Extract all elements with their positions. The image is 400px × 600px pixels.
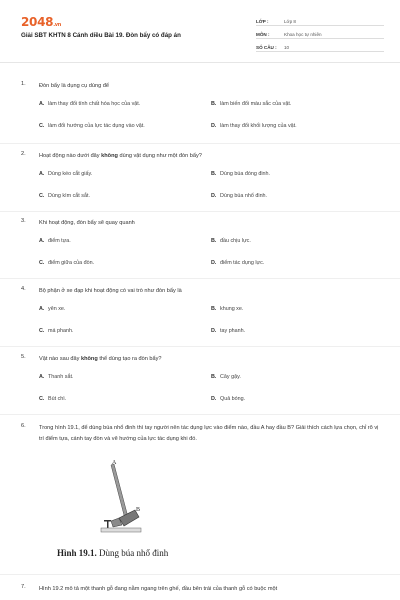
label-a: A [112, 460, 117, 466]
question-text: Vật nào sau đây không thể dùng tạo ra đòn bẩy? [39, 356, 162, 362]
option-d[interactable]: D. tay phanh. [211, 328, 246, 334]
question-divider [0, 346, 400, 347]
meta-class-row [256, 13, 384, 26]
question-number: 4. [21, 286, 26, 292]
option-c[interactable]: C. điểm giữa của đòn. [39, 260, 95, 266]
option-c[interactable]: C. Dùng kìm cắt sắt. [39, 193, 90, 199]
option-d[interactable]: D. Dùng búa nhổ đinh. [211, 193, 268, 199]
question-7 [21, 584, 381, 596]
question-divider [0, 414, 400, 415]
question-6 [21, 423, 381, 463]
option-d[interactable]: D. làm thay đổi khối lượng của vật. [211, 123, 297, 129]
label-b: B [136, 507, 141, 513]
question-4 [21, 286, 381, 346]
option-d[interactable]: D. Quả bóng. [211, 396, 246, 402]
meta-key: LỚP : [256, 19, 269, 24]
option-a[interactable]: A. điểm tựa. [39, 238, 71, 244]
option-b[interactable]: B. Cây gậy. [211, 374, 241, 380]
question-number: 3. [21, 218, 26, 224]
option-b[interactable]: B. khung xe. [211, 306, 244, 312]
document-title: Giải SBT KHTN 8 Cánh diều Bài 19. Đòn bẩy có đáp án [21, 32, 181, 39]
question-text: Trong hình 19.1, để dùng búa nhổ đinh thì tay người nên tác dụng lực vào điểm nào, đầu A hay đầu B? Giải thích cách lựa chọn, chỉ rõ vị trí điểm tựa, cánh tay đòn và vẽ hướng của lực tác dụng khi đó. [39, 425, 379, 442]
meta-value: Lớp 8 [284, 19, 296, 24]
page-header [0, 0, 400, 62]
question-text: Đòn bẩy là dụng cụ dùng để [39, 83, 109, 89]
meta-value: Khoa học tự nhiên [284, 32, 322, 37]
option-a[interactable]: A. làm thay đổi tính chất hóa học của vật. [39, 101, 141, 107]
question-divider [0, 143, 400, 144]
question-text: Hoạt động nào dưới đây không dùng vật dụng như một đòn bẩy? [39, 153, 202, 159]
meta-key: SỐ CÂU : [256, 45, 277, 50]
site-logo[interactable]: 2048.vn [21, 15, 62, 29]
figure-caption: Hình 19.1. Dùng búa nhổ đinh [57, 548, 169, 558]
meta-subject-row [256, 26, 384, 39]
question-2 [21, 151, 381, 211]
option-b[interactable]: B. Dùng búa đóng đinh. [211, 171, 271, 177]
meta-key: MÔN : [256, 32, 270, 37]
meta-count-row [256, 39, 384, 52]
question-text: Khi hoạt động, đòn bẩy sẽ quay quanh [39, 220, 135, 226]
question-number: 5. [21, 354, 26, 360]
question-divider [0, 278, 400, 279]
hammer-figure [93, 455, 153, 535]
question-5 [21, 354, 381, 414]
option-b[interactable]: B. đầu chịu lực. [211, 238, 251, 244]
option-c[interactable]: C. Bút chì. [39, 396, 67, 402]
meta-value: 10 [284, 45, 290, 50]
question-1 [21, 81, 381, 141]
option-b[interactable]: B. làm biến đổi màu sắc của vật. [211, 101, 292, 107]
question-number: 7. [21, 584, 26, 590]
question-divider [0, 574, 400, 575]
question-text: Bộ phận ở xe đạp khi hoạt động có vai trò như đòn bẩy là [39, 288, 182, 294]
question-number: 2. [21, 151, 26, 157]
document-meta [256, 13, 384, 52]
question-number: 1. [21, 81, 26, 87]
question-divider [0, 211, 400, 212]
option-a[interactable]: A. Thanh sắt. [39, 374, 74, 380]
question-number: 6. [21, 423, 26, 429]
question-text: Hình 19.2 mô tả một thanh gỗ đang nằm ngang trên ghế, đầu bên trái của thanh gỗ có buộc một [39, 586, 278, 592]
option-c[interactable]: C. má phanh. [39, 328, 74, 334]
option-a[interactable]: A. yên xe. [39, 306, 66, 312]
hammer-pulling-nail-illustration [93, 455, 153, 535]
header-divider [0, 62, 400, 63]
question-3 [21, 218, 381, 278]
option-d[interactable]: D. điểm tác dụng lực. [211, 260, 265, 266]
option-c[interactable]: C. làm đổi hướng của lực tác dụng vào vật. [39, 123, 145, 129]
option-a[interactable]: A. Dùng kéo cắt giấy. [39, 171, 93, 177]
